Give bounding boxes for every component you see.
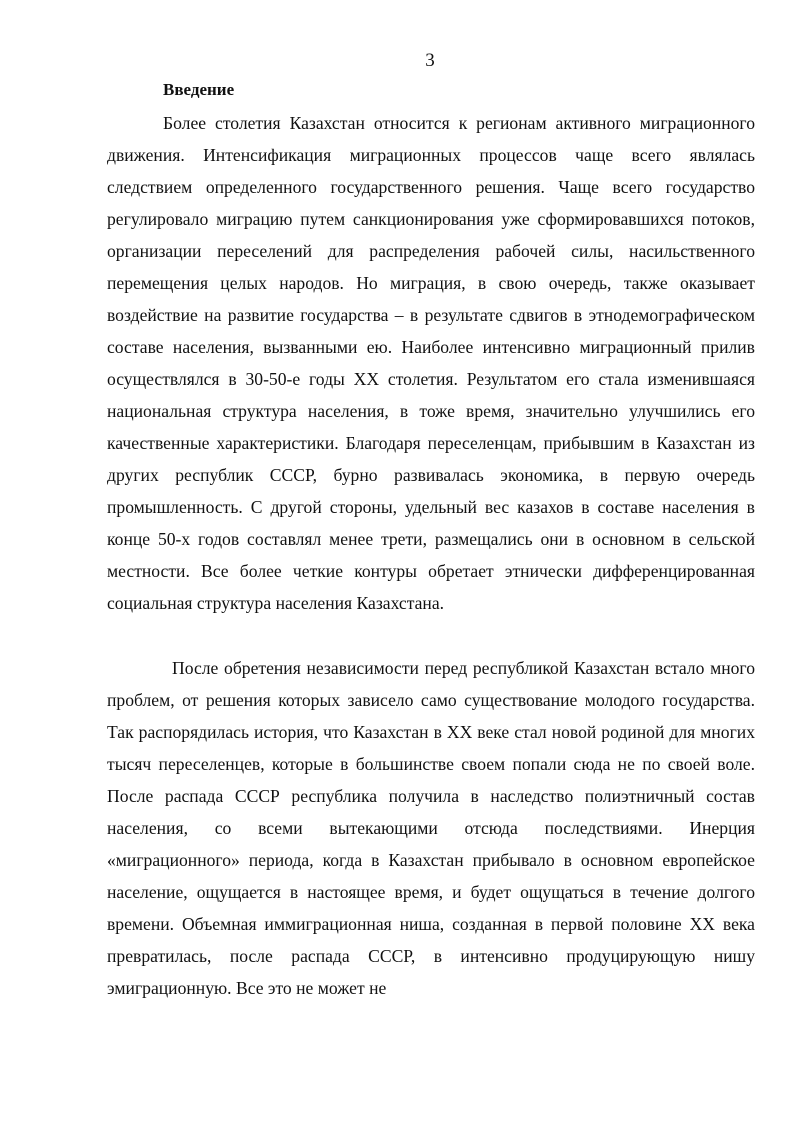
paragraph-2: После обретения независимости перед республикой Казахстан встало много проблем, от решения которых зависело само существование молодого государства. Так распорядилась история, что Казахстан в XX веке стал новой родиной для многих тысяч переселенцев, которые в большинстве своем попали сюда не по своей воле. После распада СССР республика получила в наследство полиэтничный состав населения, со всеми вытекающими отсюда последствиями. Инерция «миграционного» периода, когда в Казахстан прибывало в основном европейское население, ощущается в настоящее время, и будет ощущаться в течение долгого времени. Объемная иммиграционная ниша, созданная в первой половине XX века превратилась, после распада СССР, в интенсивно продуцирующую нишу эмиграционную. Все это не может не <box>107 658 755 998</box>
section-heading: Введение <box>163 80 235 99</box>
paragraph-1: Более столетия Казахстан относится к регионам активного миграционного движения. Интенсификация миграционных процессов чаще всего являлась следствием определенного государственного решения. Чаще всего государство регулировало миграцию путем санкционирования уже сформировавшихся потоков, организации переселений для распределения рабочей силы, насильственного перемещения целых народов. Но миграция, в свою очередь, также оказывает воздействие на развитие государства – в результате сдвигов в этнодемографическом составе населения, вызванными ею. Наиболее интенсивно миграционный прилив осуществлялся в 30-50-е годы XX столетия. Результатом его стала изменившаяся национальная структура населения, в тоже время, значительно улучшились его качественные характеристики. Благодаря переселенцам, прибывшим в Казахстан из других республик СССР, бурно развивалась экономика, в первую очередь промышленность. С другой стороны, удельный вес казахов в составе населения в конце 50-х годов составлял менее трети, размещались они в основном в сельской местности. Все более четкие контуры обретает этнически дифференцированная социальная структура населения Казахстана. <box>107 113 755 613</box>
page-number: 3 <box>425 50 435 71</box>
